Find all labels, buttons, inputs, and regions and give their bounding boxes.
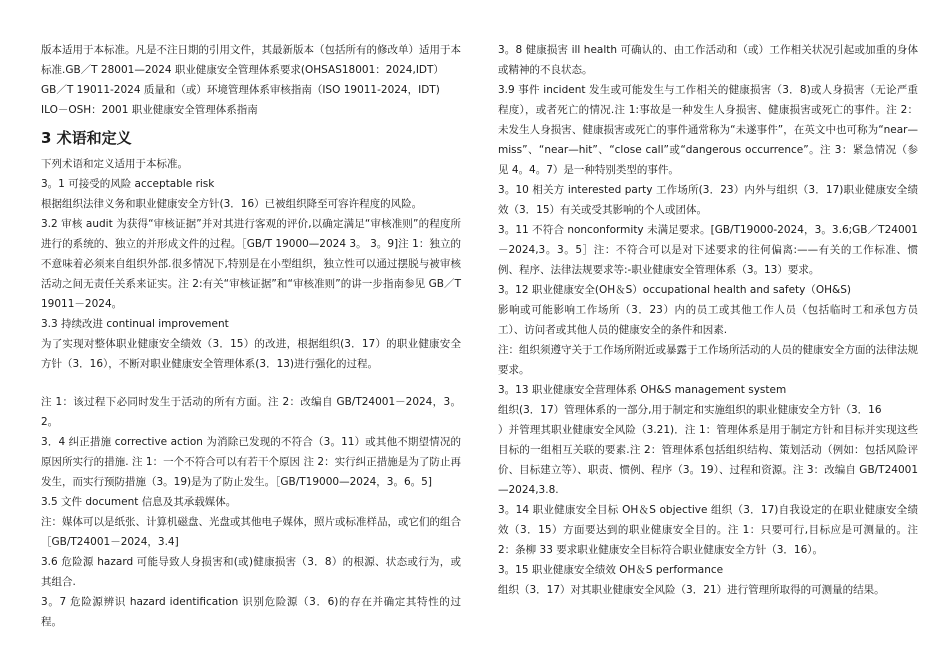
section-heading: 3 术语和定义	[41, 129, 132, 147]
right-column	[498, 40, 918, 600]
term-paragraph: 3。15 职业健康安全绩效 OH＆S performance	[498, 564, 724, 576]
term-paragraph: 注：媒体可以是纸张、计算机磁盘、光盘或其他电子媒体，照片或标准样品，或它们的组合［GB/T24001－2024，3.4]	[41, 516, 461, 548]
term-paragraph: 组织（3．17）对其职业健康安全风险（3．21）进行管理所取得的可测量的结果。	[498, 584, 885, 596]
term-paragraph: 注 1：该过程下必同时发生于活动的所有方面。注 2：改编自 GB/T24001－2024，3。2。	[41, 396, 461, 428]
reference-paragraph: ILO－OSH：2001 职业健康安全管理体系指南	[41, 104, 258, 116]
term-paragraph: 为了实现对整体职业健康安全绩效（3．15）的改进，根据组织(3．17）的职业健康安全方针（3．16），不断对职业健康安全管理体系(3．13)进行强化的过程。	[41, 338, 461, 370]
term-paragraph: 3。10 相关方 interested party 工作场所(3．23）内外与组织（3．17)职业健康安全绩效（3．15）有关或受其影响的个人或团体。	[498, 184, 918, 216]
term-paragraph: 3。8 健康损害 ill health 可确认的、由工作活动和（或）工作相关状况引起或加重的身体或精神的不良状态。	[498, 44, 918, 76]
term-paragraph: 3。7 危险源辨识 hazard identification 识别危险源（3．6)的存在并确定其特性的过程。	[41, 596, 461, 628]
left-column	[41, 40, 461, 632]
paragraph-gap	[41, 374, 461, 392]
term-paragraph: 3.9 事件 incident 发生或可能发生与工作相关的健康损害（3．8)或人身损害（无论严重程度），或者死亡的情况.注 1:事故是一种发生人身损害、健康损害或死亡的事件。注 2：未发生人身损害、健康损害或死亡的事件通常称为“未遂事件”，在英文中也可称为“near—miss”、“near—hit”、“close call”或“dangerous occurrence”。注 3：紧急情况（参见 4。4。7）是一种特别类型的事件。	[498, 84, 918, 176]
term-paragraph: 3.3 持续改进 continual improvement	[41, 318, 229, 330]
reference-paragraph: GB／T 19011-2024 质量和（或）环境管理体系审核指南（ISO 19011-2024，IDT)	[41, 84, 440, 96]
term-paragraph: 3。14 职业健康安全目标 OH＆S objective 组织（3．17)自我设定的在职业健康安全绩效（3．15）方面要达到的职业健康安全目的。注 1：只要可行,目标应是可测量的。注 2：条柳 33 要求职业健康安全目标符合职业健康安全方针（3．16）。	[498, 504, 918, 556]
term-paragraph: 组织(3．17）管理体系的一部分,用于制定和实施组织的职业健康安全方针（3．16	[498, 404, 882, 416]
term-paragraph: 3.5 文件 document 信息及其承载媒体。	[41, 496, 237, 508]
term-paragraph: 注：组织须遵守关于工作场所附近或暴露于工作场所活动的人员的健康安全方面的法律法规要求。	[498, 344, 918, 376]
term-paragraph: ）并管理其职业健康安全风险（3.21)．注 1：管理体系是用于制定方针和目标并实现这些目标的一组相互关联的要素.注 2：管理体系包括组织结构、策划活动（例如：包括风险评价、目标建立等）、职责、惯例、程序（3。19）、过程和资源。注 3：改编自 GB/T24001—2024,3.8.	[498, 424, 918, 496]
term-paragraph: 3。11 不符合 nonconformity 未满足要求。[GB/T19000-2024，3。3.6;GB／T24001－2024,3。3。5］注：不符合可以是对下述要求的往何偏离:——有关的工作标准、惯例、程序、法律法规要求等:-职业健康安全管理体系（3。13）要求。	[498, 224, 918, 276]
term-paragraph: 3。12 职业健康安全(OH＆S）occupational health and safety（OH&S)	[498, 284, 851, 296]
term-paragraph: 3．4 纠正措施 corrective action 为消除已发现的不符合（3。11）或其他不期望情况的原因所实行的措施. 注 1：一个不符合可以有若干个原因 注 2：实行纠正措施是为了防止再发生，而实行预防措施（3。19)是为了防止发生。［GB/T19000—2024，3。6。5]	[41, 436, 461, 488]
reference-paragraph: 版本适用于本标准。凡是不注日期的引用文件，其最新版本（包括所有的修改单）适用于本标准.GB／T 28001—2024 职业健康安全管理体系要求(OHSAS18001：2024,IDT）	[41, 44, 461, 76]
term-paragraph: 3。13 职业健康安全营理体系 OH&S management system	[498, 384, 787, 396]
term-paragraph: 下列术语和定义适用于本标准。	[41, 158, 188, 170]
term-paragraph: 3.6 危险源 hazard 可能导致人身损害和(或)健康损害（3．8）的根源、状态或行为，或其组合.	[41, 556, 461, 588]
term-paragraph: 3.2 审核 audit 为获得“审核证据”并对其进行客观的评价,以确定满足“审核准则”的程度所进行的系统的、独立的并形成文件的过程。［GB/T 19000—2024 3。 3。9]注 1：独立的不意味着必须来自组织外部.很多情况下,特别是在小型组织，独立性可以通过摆脱与被审核活动之间无责任关系来证实。注 2:有关“审核证据”和“审核准则”的讲一步指南参见 GB／T 19011－2024。	[41, 218, 461, 310]
term-paragraph: 影响或可能影响工作场所（3．23）内的员工或其他工作人员（包括临时工和承包方员工）、访问者或其他人员的健康安全的条件和因素.	[498, 304, 918, 336]
term-paragraph: 根据组织法律义务和职业健康安全方针(3．16）已被组织降至可容许程度的风险。	[41, 198, 423, 210]
term-paragraph: 3。1 可接受的风险 acceptable risk	[41, 178, 215, 190]
